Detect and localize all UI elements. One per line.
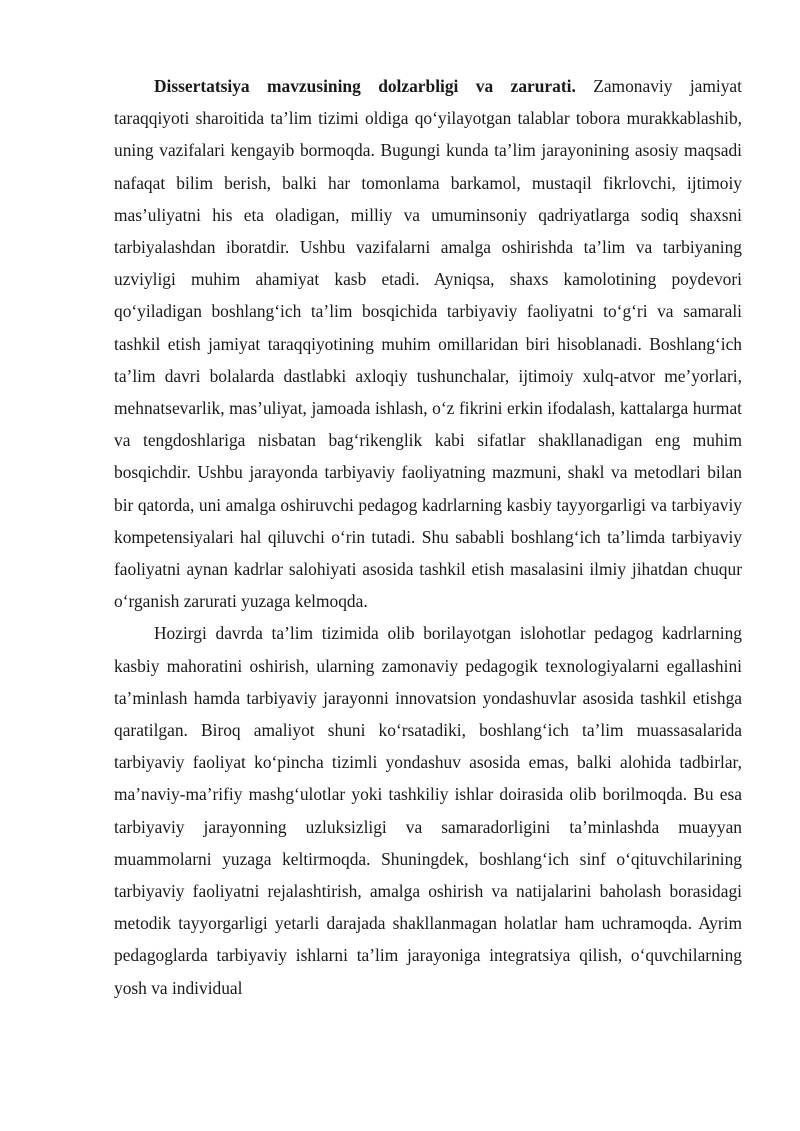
paragraph-reforms: [114, 617, 742, 1003]
paragraph-relevance: [114, 70, 742, 617]
paragraph-text: Hozirgi davrda ta’lim tizimida olib borilayotgan islohotlar pedagog kadrlarning kasbiy mahoratini oshirish, ularning zamonaviy pedagogik texnologiyalarni egallashini ta’minlash hamda tarbiyaviy jarayonni innovatsion yondashuvlar asosida tashkil etishga qaratilgan. Biroq amaliyot shuni ko‘rsatadiki, boshlang‘ich ta’lim muassasalarida tarbiyaviy faoliyat ko‘pincha tizimli yondashuv asosida emas, balki alohida tadbirlar, ma’naviy-ma’rifiy mashg‘ulotlar yoki tashkiliy ishlar doirasida olib borilmoqda. Bu esa tarbiyaviy jarayonning uzluksizligi va samaradorligini ta’minlashda muayyan muammolarni yuzaga keltirmoqda. Shuningdek, boshlang‘ich sinf o‘qituvchilarining tarbiyaviy faoliyatni rejalashtirish, amalga oshirish va natijalarini baholash borasidagi metodik tayyorgarligi yetarli darajada shakllanmagan holatlar ham uchramoqda. Ayrim pedagoglarda tarbiyaviy ishlarni ta’lim jarayoniga integratsiya qilish, o‘quvchilarning yosh va individual: [114, 623, 742, 998]
document-page: [114, 70, 742, 1004]
paragraph-text: Zamonaviy jamiyat taraqqiyoti sharoitida ta’lim tizimi oldiga qo‘yilayotgan talablar tobora murakkablashib, uning vazifalari kengayib bormoqda. Bugungi kunda ta’lim jarayonining asosiy maqsadi nafaqat bilim berish, balki har tomonlama barkamol, mustaqil fikrlovchi, ijtimoiy mas’uliyatni his eta oladigan, milliy va umuminsoniy qadriyatlarga sodiq shaxsni tarbiyalashdan iboratdir. Ushbu vazifalarni amalga oshirishda ta’lim va tarbiyaning uzviyligi muhim ahamiyat kasb etadi. Ayniqsa, shaxs kamolotining poydevori qo‘yiladigan boshlang‘ich ta’lim bosqichida tarbiyaviy faoliyatni to‘g‘ri va samarali tashkil etish jamiyat taraqqiyotining muhim omillaridan biri hisoblanadi. Boshlang‘ich ta’lim davri bolalarda dastlabki axloqiy tushunchalar, ijtimoiy xulq-atvor me’yorlari, mehnatsevarlik, mas’uliyat, jamoada ishlash, o‘z fikrini erkin ifodalash, kattalarga hurmat va tengdoshlariga nisbatan bag‘rikenglik kabi sifatlar shakllanadigan eng muhim bosqichdir. Ushbu jarayonda tarbiyaviy faoliyatning mazmuni, shakl va metodlari bilan bir qatorda, uni amalga oshiruvchi pedagog kadrlarning kasbiy tayyorgarligi va tarbiyaviy kompetensiyalari hal qiluvchi o‘rin tutadi. Shu sababli boshlang‘ich ta’limda tarbiyaviy faoliyatni aynan kadrlar salohiyati asosida tashkil etish masalasini ilmiy jihatdan chuqur o‘rganish zarurati yuzaga kelmoqda.: [114, 76, 742, 612]
section-heading: Dissertatsiya mavzusining dolzarbligi va zarurati.: [154, 76, 576, 96]
